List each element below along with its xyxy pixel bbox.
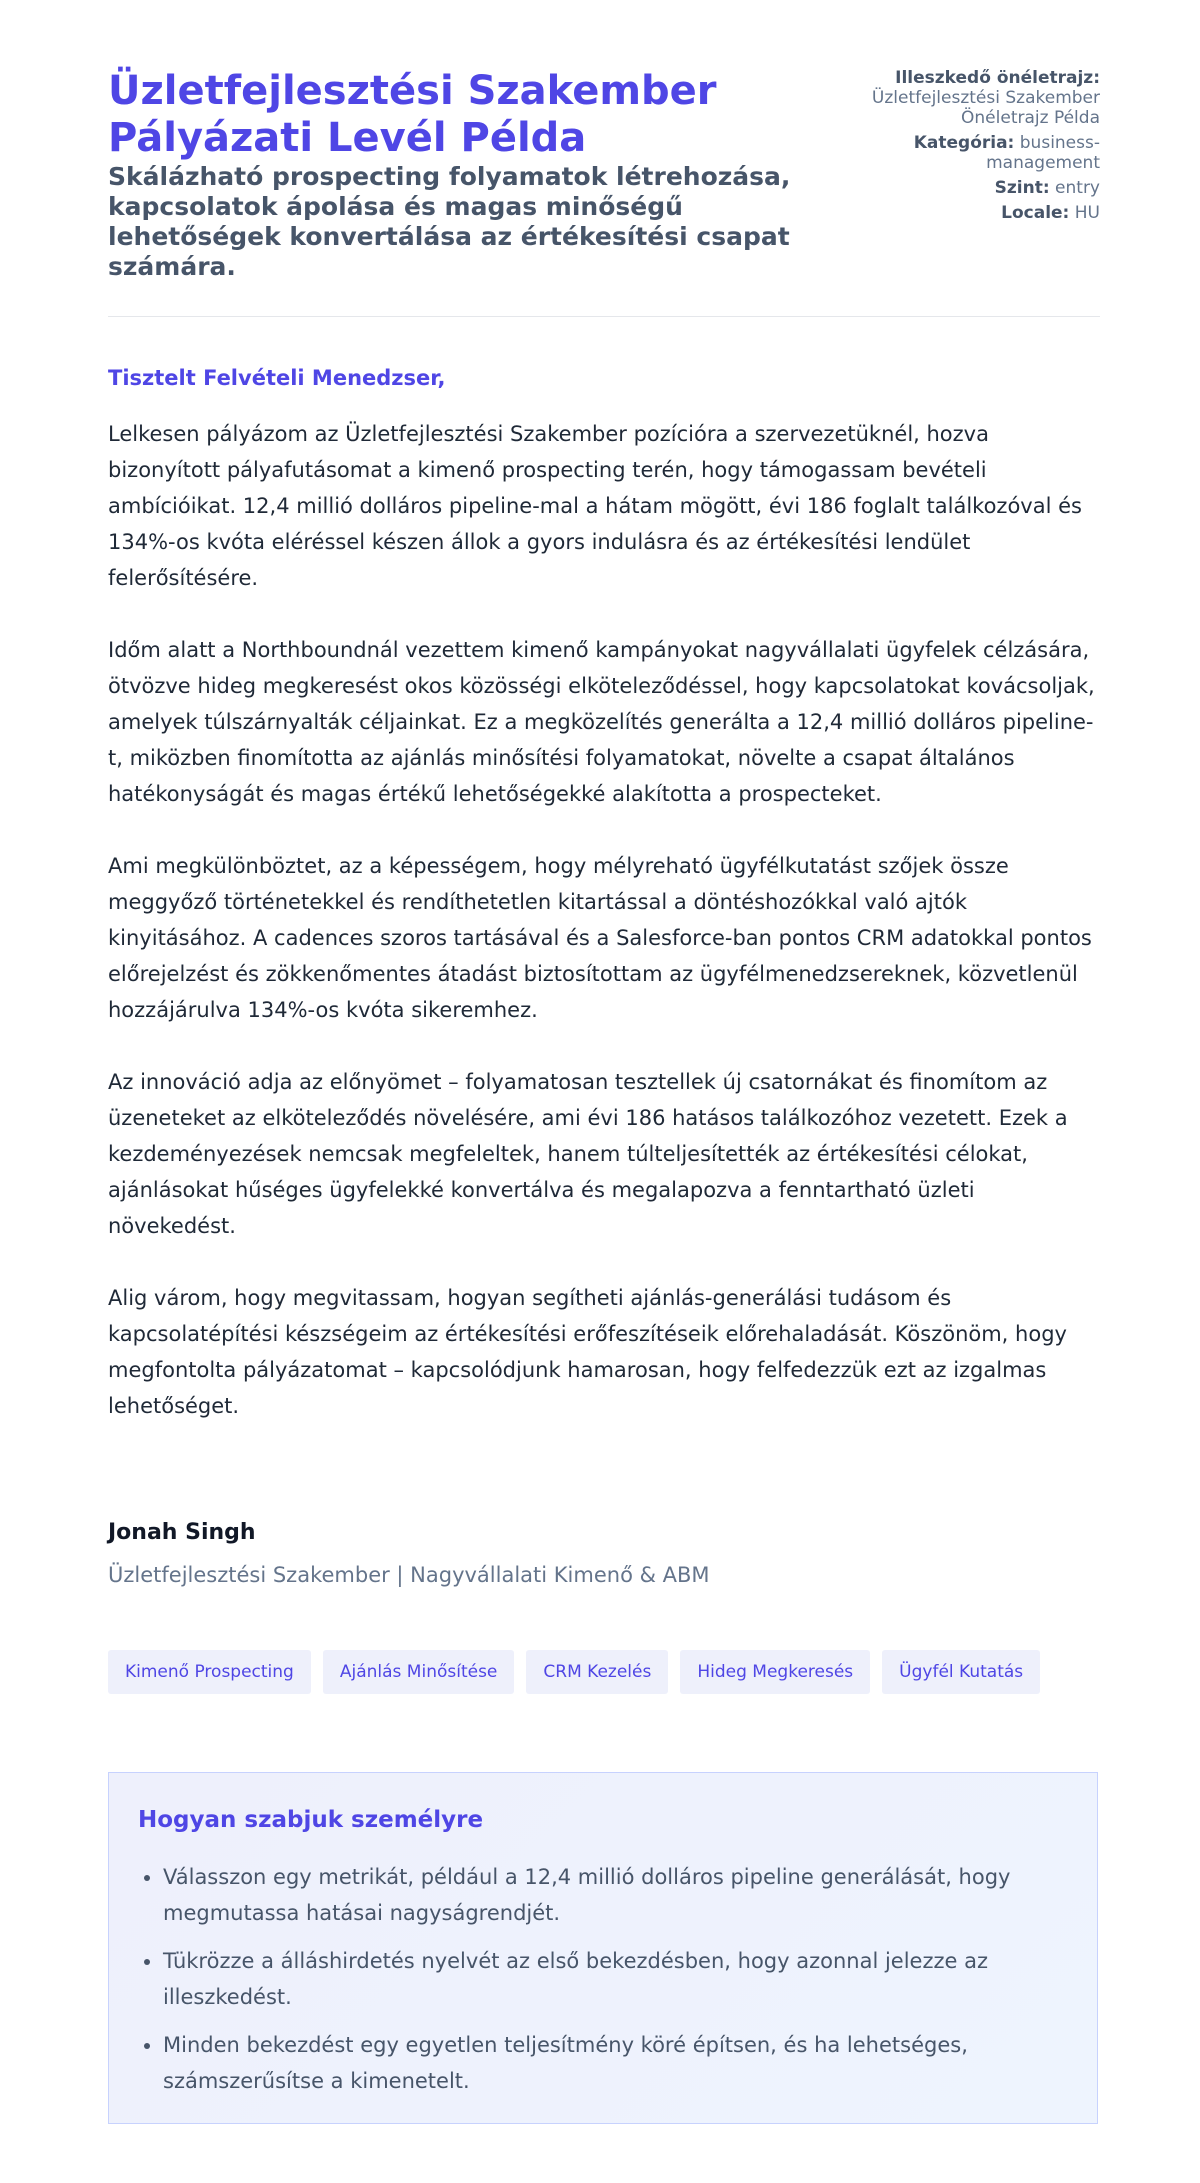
letter-paragraph: Az innováció adja az előnyömet – folyamatosan tesztellek új csatornákat és finomítom az üzeneteket az elköteleződés növelésére, ami évi 186 hatásos találkozóhoz vezetett. Ezek a kezdeményezések nemcsak megfeleltek, hanem túlteljesítették az értékesítési célokat, ajánlásokat hűséges ügyfelekké konvertálva és megalapozva a fenntartható üzleti növekedést.: [108, 1070, 1068, 1238]
tip-item: • Minden bekezdést egy egyetlen teljesítmény köré építsen, és ha lehetséges, számszerűsítse a kimenetelt.: [163, 2027, 1083, 2099]
tip-item: • Tükrözze a álláshirdetés nyelvét az első bekezdésben, hogy azonnal jelezze az illeszkedést.: [163, 1943, 1083, 2015]
meta-category-key: Kategória:: [913, 133, 1015, 153]
meta-level-key: Szint:: [994, 178, 1050, 198]
meta-category: [870, 133, 1100, 173]
tips-title: Hogyan szabjuk személyre: [138, 1807, 484, 1833]
tips-list: [138, 1859, 1083, 2111]
skill-tag[interactable]: Hideg Megkeresés: [680, 1650, 870, 1694]
meta-resume-value[interactable]: Üzletfejlesztési Szakember Önéletrajz Példa: [871, 88, 1100, 128]
meta-resume-key: Illeszkedő önéletrajz:: [895, 68, 1100, 88]
tip-item: • Válasszon egy metrikát, például a 12,4 millió dolláros pipeline generálását, hogy megmutassa hatásai nagyságrendjét.: [163, 1859, 1083, 1931]
letter-body: [108, 364, 1100, 1460]
meta-level-value: entry: [1055, 178, 1100, 198]
meta-locale-key: Locale:: [1001, 203, 1070, 223]
skill-tag[interactable]: Ügyfél Kutatás: [882, 1650, 1040, 1694]
meta-locale: [870, 203, 1100, 223]
meta-level: [870, 178, 1100, 198]
letter-paragraph: Ami megkülönböztet, az a képességem, hogy mélyreható ügyfélkutatást szőjek össze meggyőző történetekkel és rendíthetetlen kitartással a döntéshozókkal való ajtók kinyitásához. A cadences szoros tartásával és a Salesforce-ban pontos CRM adatokkal pontos előrejelzést és zökkenőmentes átadást biztosítottam az ügyfélmenedzsereknek, közvetlenül hozzájárulva 134%-os kvóta sikeremhez.: [108, 854, 1092, 1022]
skill-tag[interactable]: Kimenő Prospecting: [108, 1650, 311, 1694]
meta-resume: [870, 68, 1100, 128]
meta-locale-value: HU: [1074, 203, 1100, 223]
letter-paragraph: Lelkesen pályázom az Üzletfejlesztési Szakember pozícióra a szervezetüknél, hozva bizonyított pályafutásomat a kimenő prospecting terén, hogy támogassam bevételi ambícióikat. 12,4 millió dolláros pipeline-mal a hátam mögött, évi 186 foglalt találkozóval és 134%-os kvóta eléréssel készen állok a gyors indulásra és az értékesítési lendület felerősítésére.: [108, 422, 1082, 590]
page-title: Üzletfejlesztési Szakember Pályázati Levél Példa: [108, 68, 717, 161]
signature-name: Jonah Singh: [108, 1520, 256, 1545]
customization-tips: [108, 1772, 1098, 2124]
skill-tags: [108, 1650, 1040, 1694]
letter-paragraph: Időm alatt a Northboundnál vezettem kimenő kampányokat nagyvállalati ügyfelek célzására, ötvözve hideg megkeresést okos közösségi elköteleződéssel, hogy kapcsolatokat kovácsoljak, amelyek túlszárnyalták céljainkat. Ez a megközelítés generálta a 12,4 millió dolláros pipeline-t, miközben finomította az ajánlás minősítési folyamatokat, növelte a csapat általános hatékonyságát és magas értékű lehetőségekké alakította a prospecteket.: [108, 638, 1095, 806]
skill-tag[interactable]: CRM Kezelés: [526, 1650, 668, 1694]
meta-category-value: business-management: [986, 133, 1100, 173]
page-header: [108, 68, 1100, 317]
meta-panel: [870, 68, 1100, 228]
letter-greeting: Tisztelt Felvételi Menedzser,: [108, 366, 446, 390]
signature-role: Üzletfejlesztési Szakember | Nagyvállalati Kimenő & ABM: [108, 1563, 710, 1587]
skill-tag[interactable]: Ajánlás Minősítése: [323, 1650, 515, 1694]
letter-paragraph: Alig várom, hogy megvitassam, hogyan segítheti ajánlás-generálási tudásom és kapcsolatépítési készségeim az értékesítési erőfeszítéseik előrehaladását. Köszönöm, hogy megfontolta pályázatomat – kapcsolódjunk hamarosan, hogy felfedezzük ezt az izgalmas lehetőséget.: [108, 1286, 1067, 1418]
page-subtitle: Skálázható prospecting folyamatok létrehozása, kapcsolatok ápolása és magas minőségű lehetőségek konvertálása az értékesítési csapat számára.: [108, 162, 791, 281]
